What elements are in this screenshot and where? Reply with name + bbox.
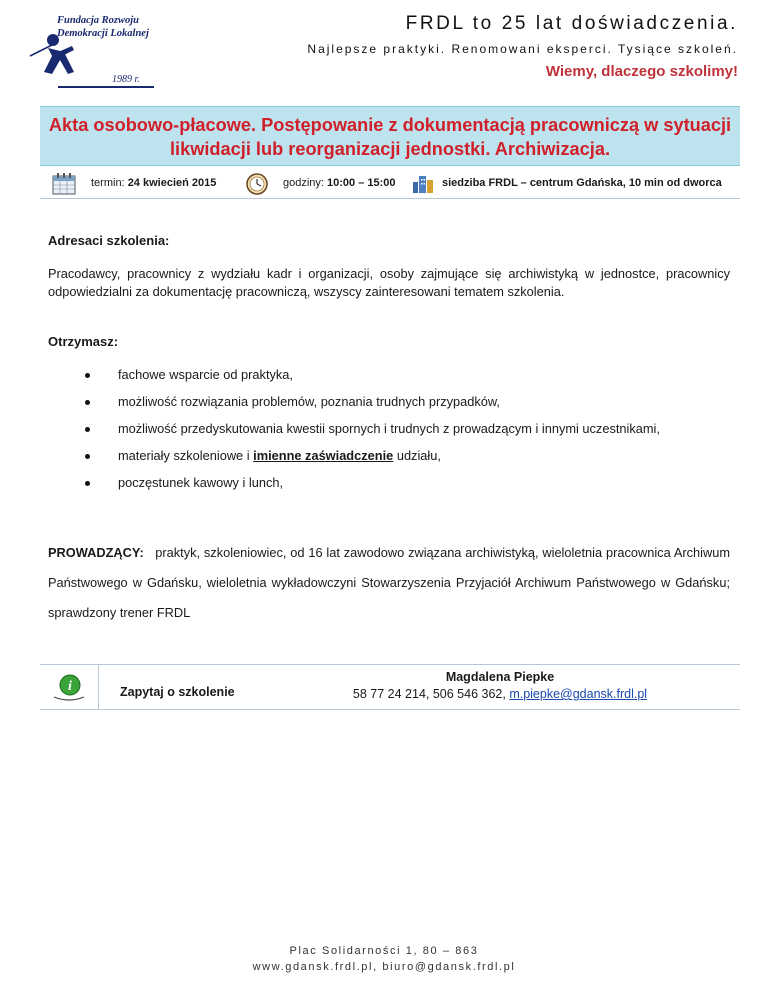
course-title-line2: likwidacji lub reorganizacji jednostki. Archiwizacja. <box>170 139 610 159</box>
logo-wordmark: Fundacja Rozwoju Demokracji Lokalnej <box>57 15 149 39</box>
contact-phones: 58 77 24 214, 506 546 362, <box>352 687 510 701</box>
list-item: materiały szkoleniowe i imienne zaświadczenie udziału, <box>48 447 660 474</box>
logo-underline <box>58 86 154 88</box>
svg-text:i: i <box>68 679 72 694</box>
course-title-line1: Akta osobowo-płacowe. Postępowanie z dokumentacją pracowniczą w sytuacji <box>48 115 732 135</box>
header-subtitle: Najlepsze praktyki. Renomowani eksperci. Tysiące szkoleń. <box>307 42 738 56</box>
footer-web: www.gdansk.frdl.pl, biuro@gdansk.frdl.pl <box>252 961 516 973</box>
list-item: poczęstunek kawowy i lunch, <box>48 474 660 501</box>
prowadzacy-section <box>48 538 730 628</box>
logo-year: 1989 r. <box>112 74 140 85</box>
list-item: fachowe wsparcie od praktyka, <box>48 366 660 393</box>
city-building-icon <box>412 172 434 194</box>
adresaci-text: Pracodawcy, pracownicy z wydziału kadr i organizacji, osoby zajmujące się archiwistyką w jednostce, pracownicy odpowiedzialni za dokumentację pracowniczą, wszyscy zainteresowani tematem szkolenia. <box>48 266 730 299</box>
adresaci-heading: Adresaci szkolenia: <box>48 233 170 248</box>
contact-box <box>40 664 740 710</box>
benefits-list <box>48 366 660 501</box>
list-item: możliwość rozwiązania problemów, poznania trudnych przypadków, <box>48 393 660 420</box>
contact-name: Magdalena Piepke <box>445 670 555 684</box>
location-field: siedziba FRDL – centrum Gdańska, 10 min od dworca <box>442 177 722 189</box>
date-field: termin: 24 kwiecień 2015 <box>91 177 217 189</box>
prowadzacy-text: praktyk, szkoleniowiec, od 16 lat zawodowo związana archiwistyką, wieloletnia pracownica Archiwum Państwowego w Gdańsku, wieloletnia wykładowczyni Stowarzyszenia Przyjaciół Archiwum Państwowego w Gdańsku; sprawdzony trener FRDL <box>48 545 730 620</box>
course-title-box <box>40 106 740 166</box>
course-info-row <box>40 170 740 199</box>
clock-icon <box>244 171 270 197</box>
ask-label: Zapytaj o szkolenie <box>120 685 235 699</box>
footer-address: Plac Solidarności 1, 80 – 863 <box>289 945 479 957</box>
contact-details <box>340 669 660 703</box>
header-title: FRDL to 25 lat doświadczenia. <box>405 13 738 34</box>
header-tagline: Wiemy, dlaczego szkolimy! <box>545 63 738 80</box>
contact-email-link[interactable]: m.piepke@gdansk.frdl.pl <box>509 687 648 701</box>
contact-divider <box>98 665 99 709</box>
info-icon <box>52 673 86 701</box>
otrzymasz-heading: Otrzymasz: <box>48 334 119 349</box>
hours-field: godziny: 10:00 – 15:00 <box>283 177 396 189</box>
certificate-emphasis: imienne zaświadczenie <box>253 448 394 463</box>
list-item: możliwość przedyskutowania kwestii spornych i trudnych z prowadzącym i innymi uczestnikami, <box>48 420 660 447</box>
prowadzacy-label: PROWADZĄCY: <box>48 545 144 560</box>
calendar-icon <box>50 172 78 196</box>
